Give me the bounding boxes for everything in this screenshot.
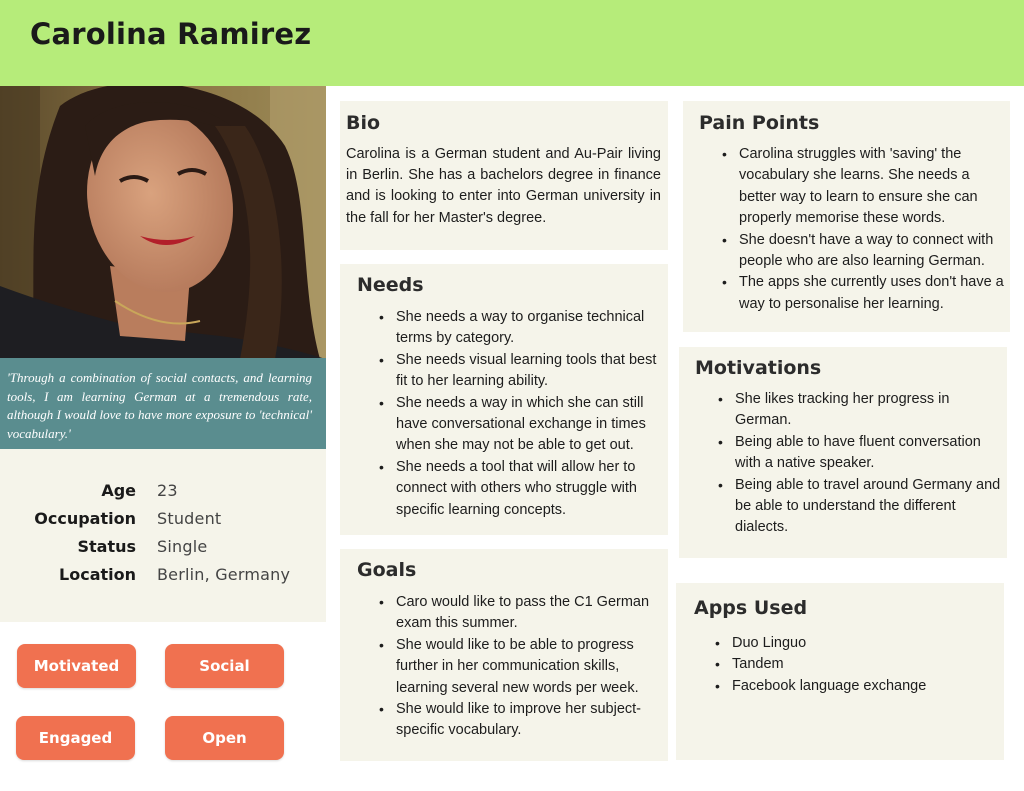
apps-used-list bbox=[732, 633, 992, 697]
persona-photo bbox=[0, 86, 326, 359]
apps-used-item: • Tandem bbox=[732, 654, 992, 675]
bio-title: Bio bbox=[346, 112, 381, 134]
trait-tag-social[interactable]: Social bbox=[165, 644, 284, 688]
motivations-card bbox=[679, 347, 1007, 558]
needs-list bbox=[396, 307, 668, 521]
bio-text: Carolina is a German student and Au-Pair living in Berlin. She has a bachelors degree in finance and is looking to enter into German university in the fall for her Master's degree. bbox=[346, 146, 661, 226]
detail-value: Single bbox=[157, 537, 208, 556]
detail-row-status bbox=[0, 537, 326, 561]
apps-used-item: • Facebook language exchange bbox=[732, 676, 992, 697]
goals-list bbox=[396, 592, 664, 742]
persona-details bbox=[0, 449, 326, 622]
detail-value: 23 bbox=[157, 481, 178, 500]
motivations-title: Motivations bbox=[695, 357, 822, 379]
trait-tag-motivated[interactable]: Motivated bbox=[17, 644, 136, 688]
needs-item: • She needs a way to organise technical terms by category. bbox=[396, 307, 668, 350]
detail-row-age bbox=[0, 481, 326, 505]
header-banner bbox=[0, 0, 1024, 86]
detail-label: Status bbox=[77, 537, 136, 556]
detail-row-occupation bbox=[0, 509, 326, 533]
trait-tag-open[interactable]: Open bbox=[165, 716, 284, 760]
pain-points-item: • She doesn't have a way to connect with people who are also learning German. bbox=[739, 230, 1010, 273]
motivations-item: • She likes tracking her progress in German. bbox=[735, 389, 1003, 432]
apps-used-title: Apps Used bbox=[694, 597, 808, 619]
trait-tag-engaged[interactable]: Engaged bbox=[16, 716, 135, 760]
bio-card bbox=[340, 101, 668, 250]
detail-label: Occupation bbox=[34, 509, 136, 528]
needs-item: • She needs a tool that will allow her to connect with others who struggle with specific learning concepts. bbox=[396, 457, 668, 521]
motivations-item: • Being able to have fluent conversation with a native speaker. bbox=[735, 432, 1003, 475]
pain-points-card bbox=[683, 101, 1010, 332]
quote-text: 'Through a combination of social contacts, and learning tools, I am learning German at a tremendous rate, although I would love to have more exposure to 'technical' vocabulary.' bbox=[7, 370, 312, 441]
goals-title: Goals bbox=[357, 559, 417, 581]
detail-label: Age bbox=[101, 481, 136, 500]
detail-value: Berlin, Germany bbox=[157, 565, 291, 584]
needs-item: • She needs visual learning tools that best fit to her learning ability. bbox=[396, 350, 668, 393]
apps-used-item: • Duo Linguo bbox=[732, 633, 992, 654]
needs-item: • She needs a way in which she can still have conversational exchange in times when she may not be able to get out. bbox=[396, 393, 668, 457]
pain-points-item: • The apps she currently uses don't have a way to personalise her learning. bbox=[739, 272, 1010, 315]
goals-item: • Caro would like to pass the C1 German exam this summer. bbox=[396, 592, 664, 635]
pain-points-item: • Carolina struggles with 'saving' the vocabulary she learns. She needs a better way to learn to ensure she can properly memorise these words. bbox=[739, 144, 1010, 230]
detail-value: Student bbox=[157, 509, 222, 528]
motivations-item: • Being able to travel around Germany and be able to understand the different dialects. bbox=[735, 475, 1003, 539]
persona-name: Carolina Ramirez bbox=[30, 17, 312, 51]
motivations-list bbox=[735, 389, 1003, 539]
goals-item: • She would like to improve her subject-specific vocabulary. bbox=[396, 699, 664, 742]
persona-quote bbox=[0, 358, 326, 449]
pain-points-list bbox=[739, 144, 1010, 315]
apps-used-card bbox=[676, 583, 1004, 760]
goals-item: • She would like to be able to progress further in her communication skills, learning several new words per week. bbox=[396, 635, 664, 699]
needs-title: Needs bbox=[357, 274, 424, 296]
pain-points-title: Pain Points bbox=[699, 112, 820, 134]
needs-card bbox=[340, 264, 668, 535]
detail-label: Location bbox=[59, 565, 136, 584]
goals-card bbox=[340, 549, 668, 761]
detail-row-location bbox=[0, 565, 326, 589]
